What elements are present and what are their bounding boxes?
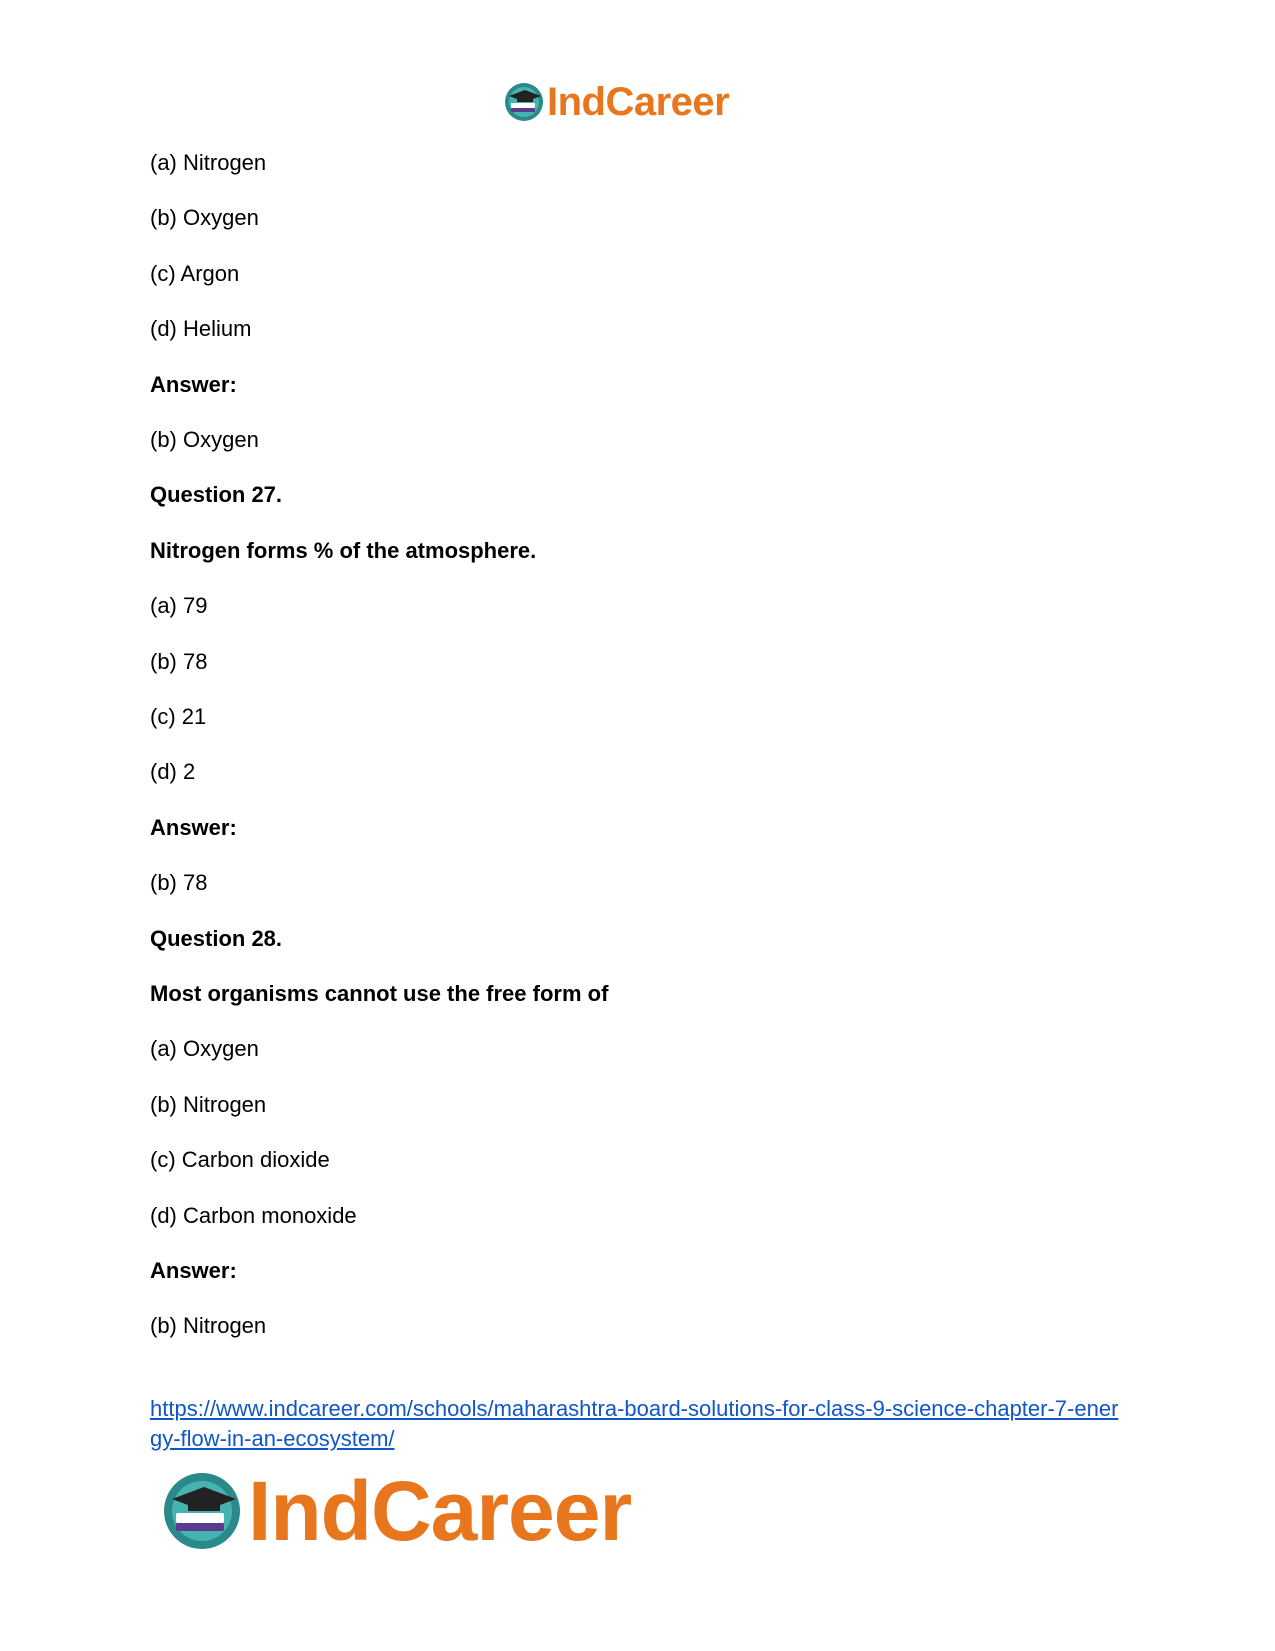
option-text: (b) Oxygen — [150, 427, 259, 452]
option-text: (b) Nitrogen — [150, 1092, 267, 1117]
option-text: (a) Nitrogen — [150, 150, 267, 175]
option-text: (c) Carbon dioxide — [150, 1147, 330, 1172]
option-text: (d) Helium — [150, 316, 252, 341]
option-text: (b) Nitrogen — [150, 1313, 267, 1338]
option-text: (d) Carbon monoxide — [150, 1203, 357, 1228]
answer-label: Answer: — [150, 372, 237, 397]
footer-logo — [160, 1466, 631, 1556]
source-link[interactable]: https://www.indcareer.com/schools/maharashtra-board-solutions-for-class-9-science-chapter-7-energy-flow-in-an-ecosystem/ — [150, 1396, 1119, 1451]
option-text: (b) Oxygen — [150, 205, 259, 230]
option-text: (a) Oxygen — [150, 1036, 259, 1061]
answer-label: Answer: — [150, 1258, 237, 1283]
question-number: Question 28. — [150, 926, 283, 951]
header-logo — [503, 78, 729, 126]
logo-text: IndCareer — [547, 80, 730, 124]
graduation-book-icon — [503, 81, 545, 123]
logo-text: IndCareer — [248, 1464, 632, 1558]
option-text: (c) 21 — [150, 704, 207, 729]
option-text: (d) 2 — [150, 759, 196, 784]
graduation-book-icon — [160, 1469, 244, 1553]
option-text: (c) Argon — [150, 261, 240, 286]
question-text: Most organisms cannot use the free form of — [150, 981, 609, 1006]
option-text: (a) 79 — [150, 593, 208, 618]
question-text: Nitrogen forms % of the atmosphere. — [150, 538, 537, 563]
question-number: Question 27. — [150, 482, 283, 507]
option-text: (b) 78 — [150, 649, 208, 674]
option-text: (b) 78 — [150, 870, 208, 895]
answer-label: Answer: — [150, 815, 237, 840]
